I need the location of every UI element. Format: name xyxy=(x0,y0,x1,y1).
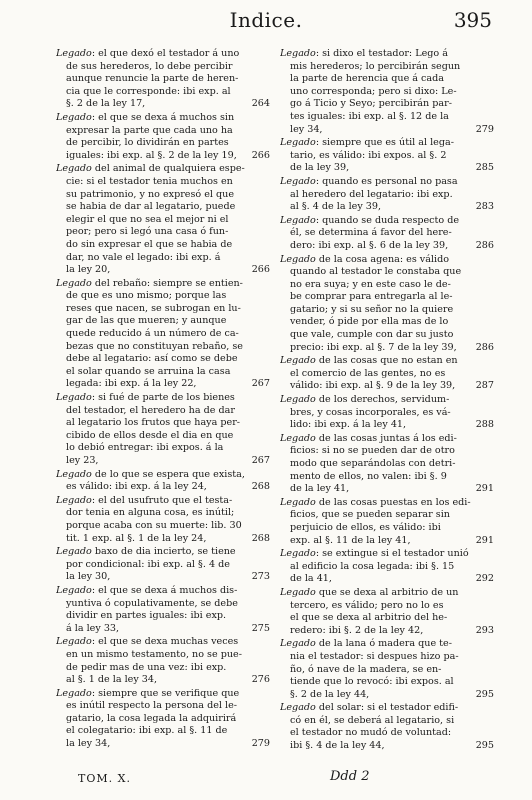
index-entry-line: de sus herederos, lo debe percibir xyxy=(66,60,233,72)
index-entry-headword: Legado xyxy=(56,687,92,699)
index-entry-line: al edificio la cosa legada: ibi §. 15 xyxy=(290,560,455,572)
index-entry-headword: Legado xyxy=(56,163,92,175)
index-entry-line: modo que separándolas con detri- xyxy=(290,458,456,469)
index-entry-line: 273 la ley 30, xyxy=(66,571,270,583)
index-entry-line: Legado del rebaño: siempre se entien- xyxy=(56,277,243,289)
index-entry-page-ref: 275 xyxy=(251,622,270,634)
index-entry-line: Legado: quando es personal no pasa xyxy=(280,175,458,187)
index-entry-line: 292 de la 41, xyxy=(290,573,494,585)
index-entry-line: el que se dexa al arbitrio del he- xyxy=(290,612,448,624)
index-entry-line: reses que nacen, se subrogan en lu- xyxy=(66,302,241,314)
index-entry-page-ref: 276 xyxy=(251,674,270,686)
index-entry-line: yuntiva ó copulativamente, se debe xyxy=(66,597,238,609)
index-entry-line: 286 precio: ibi exp. al §. 7 de la ley 39, xyxy=(290,341,494,353)
index-entry-page-ref: 292 xyxy=(475,573,494,585)
index-entry-page-ref: 268 xyxy=(251,532,270,544)
index-entry-line: 268 tit. 1 exp. al §. 1 de la ley 24, xyxy=(66,532,270,544)
index-entry-page-ref: 291 xyxy=(475,534,494,546)
index-entry-line: tes iguales: ibi exp. al §. 12 de la xyxy=(290,110,449,122)
index-entry-line: es inútil respecto la persona del le- xyxy=(66,700,237,712)
index-entry xyxy=(280,433,494,496)
index-entry-page-ref: 286 xyxy=(475,239,494,251)
index-entry-line: el comercio de las gentes, no es xyxy=(290,367,446,379)
index-entry xyxy=(56,48,270,111)
index-entry-line: Legado: el del usufruto que el testa- xyxy=(56,494,233,506)
index-entry-line: 267 legada: ibi exp. á la ley 22, xyxy=(66,378,270,390)
index-entry xyxy=(56,469,270,494)
index-entry-line: se habia de dar al legatario, puede xyxy=(66,201,236,213)
index-entry xyxy=(280,638,494,701)
index-entry-page-ref: 285 xyxy=(475,162,494,174)
index-entry-headword: Legado xyxy=(280,355,316,367)
index-entry-line: al heredero del legatario: ibi exp. xyxy=(290,188,453,200)
index-entry-line: tercero, es válido; pero no lo es xyxy=(290,599,444,611)
index-entry-line: dor tenia en alguna cosa, es inútil; xyxy=(66,507,235,519)
index-entry xyxy=(280,702,494,752)
index-entry-line: mento de ellos, no valen: ibi §. 9 xyxy=(290,470,447,482)
index-entry-line: Legado: el que se dexa á muchos dis- xyxy=(56,584,238,596)
index-entry-line: Legado del animal de qualquiera espe- xyxy=(56,163,245,175)
index-entry-headword: Legado xyxy=(56,392,92,404)
index-entry-line: de percibir, lo dividirán en partes xyxy=(66,137,229,149)
index-entry-page-ref: 288 xyxy=(475,419,494,431)
index-column-left xyxy=(56,48,270,752)
index-entry xyxy=(280,48,494,136)
index-entry-headword: Legado xyxy=(56,546,92,558)
index-entry xyxy=(56,392,270,468)
index-entry-line: tiende que lo revocó: ibi expos. al xyxy=(290,676,454,688)
index-entry-page-ref: 279 xyxy=(251,738,270,750)
index-entry xyxy=(280,548,494,586)
index-entry-headword: Legado xyxy=(280,702,316,714)
index-entry xyxy=(280,137,494,175)
index-entry xyxy=(56,688,270,751)
index-entry-headword: Legado xyxy=(56,494,92,506)
index-entry-line: del testador, el heredero ha de dar xyxy=(66,404,235,416)
index-entry-line: porque acaba con su muerte: lib. 30 xyxy=(66,519,242,531)
index-entry-line: tario, es válido: ibi expos. al §. 2 xyxy=(290,149,447,161)
index-entry-line: en un mismo testamento, no se pue- xyxy=(66,648,242,660)
index-entry-line: el colegatario: ibi exp. al §. 11 de xyxy=(66,725,228,737)
index-entry-headword: Legado xyxy=(280,137,316,149)
index-entry xyxy=(280,394,494,432)
index-entry-page-ref: 267 xyxy=(251,378,270,390)
index-entry-line: Legado de la cosa agena: es válido xyxy=(280,253,449,265)
footer-signature: Ddd 2 xyxy=(330,769,370,784)
index-entry xyxy=(280,176,494,214)
index-entry-line: ficios: si no se pueden dar de otro xyxy=(290,445,455,457)
index-entry-line: Legado: siempre que se verifique que xyxy=(56,687,240,699)
index-entry-page-ref: 287 xyxy=(475,380,494,392)
index-entry-headword: Legado xyxy=(56,111,92,123)
index-entry-line: nia el testador: si despues hizo pa- xyxy=(290,650,459,662)
index-entry-line: go á Ticio y Seyo; percibirán par- xyxy=(290,98,452,110)
index-entry-line: 268 es válido: ibi exp. á la ley 24, xyxy=(66,481,270,493)
index-entry-line: lo debió entregar: ibi expos. á la xyxy=(66,442,224,454)
index-entry xyxy=(280,355,494,393)
index-entry-line: dividir en partes iguales: ibi exp. xyxy=(66,610,227,622)
index-entry-line: ficios, que se pueden separar sin xyxy=(290,509,450,521)
index-entry-line: Legado: si fué de parte de los bienes xyxy=(56,392,235,404)
index-entry-line: Legado: se extingue si el testador unió xyxy=(280,548,469,560)
index-entry-line: peor; pero si legó una casa ó fun- xyxy=(66,226,229,238)
index-entry xyxy=(56,163,270,276)
index-entry-page-ref: 266 xyxy=(251,149,270,161)
index-entry-line: 285 de la ley 39, xyxy=(290,162,494,174)
index-entry-line: cie: si el testador tenia muchos en xyxy=(66,175,233,187)
index-entry-line: por condicional: ibi exp. al §. 4 de xyxy=(66,558,230,570)
index-entry-line: 295 ibi §. 4 de la ley 44, xyxy=(290,740,494,752)
index-entry-line: el testador no mudó de voluntad: xyxy=(290,727,452,739)
index-entry-line: la parte de herencia que á cada xyxy=(290,73,445,85)
footer-volume: TOM. X. xyxy=(78,772,131,785)
index-entry-line: 287 válido: ibi exp. al §. 9 de la ley 39, xyxy=(290,380,494,392)
index-entry-line: Legado de la lana ó madera que te- xyxy=(280,638,452,650)
index-entry-line: Legado: el que dexó el testador á uno xyxy=(56,48,240,59)
index-entry-line: 279 la ley 34, xyxy=(66,738,270,750)
index-entry-page-ref: 273 xyxy=(251,571,270,583)
index-entry-line: Legado de las cosas que no estan en xyxy=(280,355,458,367)
index-entry-line: 275 á la ley 33, xyxy=(66,622,270,634)
index-entry-line: 266 iguales: ibi exp. al §. 2 de la ley 19, xyxy=(66,149,270,161)
index-entry-page-ref: 267 xyxy=(251,455,270,466)
index-entry xyxy=(56,636,270,686)
index-entry-page-ref: 264 xyxy=(251,98,270,110)
index-entry-headword: Legado xyxy=(280,214,316,226)
index-entry-line: 288 lido: ibi exp. á la ley 41, xyxy=(290,419,494,431)
index-entry-headword: Legado xyxy=(280,548,316,560)
index-entry-line: expresar la parte que cada uno ha xyxy=(66,124,233,136)
index-entry-line: bezas que no constituyan rebaño, se xyxy=(66,340,243,352)
index-entry-line: Legado de las cosas puestas en los edi- xyxy=(280,496,471,508)
index-entry-line: cia que le corresponde: ibi exp. al xyxy=(66,85,231,97)
index-entry-line: aunque renuncie la parte de heren- xyxy=(66,73,239,85)
index-entry-line: que vale, cumple con dar su justo xyxy=(290,329,454,341)
index-entry-line: quando al testador le constaba que xyxy=(290,266,462,278)
index-entry-line: Legado que se dexa al arbitrio de un xyxy=(280,586,459,598)
index-entry-line: cibido de ellos desde el dia en que xyxy=(66,429,234,441)
index-entry-headword: Legado xyxy=(280,394,316,406)
index-entry-page-ref: 268 xyxy=(251,481,270,493)
index-entry-headword: Legado xyxy=(56,277,92,289)
index-entry-line: 266 la ley 20, xyxy=(66,264,270,276)
index-entry-line: gatario; y si su señor no la quiere xyxy=(290,303,454,315)
index-entry xyxy=(280,497,494,547)
index-entry-headword: Legado xyxy=(56,636,92,648)
index-entry-page-ref: 295 xyxy=(475,688,494,700)
index-entry-page-ref: 266 xyxy=(251,264,270,276)
index-entry xyxy=(56,112,270,162)
index-entry-headword: Legado xyxy=(280,638,316,650)
index-entry-line: Legado: siempre que es útil al lega- xyxy=(280,137,454,149)
index-entry-page-ref: 293 xyxy=(475,624,494,636)
index-entry-line: vender, ó pide por ella mas de lo xyxy=(290,316,449,328)
index-entry-headword: Legado xyxy=(280,175,316,187)
index-entry-line: Legado de lo que se espera que exista, xyxy=(56,468,245,480)
index-entry-line: Legado: si dixo el testador: Lego á xyxy=(280,48,448,59)
index-entry-line: 293 redero: ibi §. 2 de la ley 42, xyxy=(290,624,494,636)
index-entry-line: 283 al §. 4 de la ley 39, xyxy=(290,201,494,213)
index-entry-line: Legado de las cosas juntas á los edi- xyxy=(280,432,457,444)
index-entry xyxy=(56,585,270,635)
index-entry-line: quede reducido á un número de ca- xyxy=(66,328,239,340)
index-entry-page-ref: 295 xyxy=(475,740,494,752)
index-entry-line: Legado del solar: si el testador edifi- xyxy=(280,702,459,714)
index-entry-line: de que es uno mismo; porque las xyxy=(66,290,227,302)
index-entry-line: bres, y cosas incorporales, es vá- xyxy=(290,406,451,418)
index-entry-line: 295 §. 2 de la ley 44, xyxy=(290,688,494,700)
index-entry xyxy=(280,254,494,355)
index-entry-line: al legatario los frutos que haya per- xyxy=(66,417,241,429)
index-entry-line: Legado: el que se dexa á muchos sin xyxy=(56,111,235,123)
index-entry-line: no era suya; y en este caso le de- xyxy=(290,278,451,290)
index-entry-line: 267 ley 23, xyxy=(66,455,270,466)
index-entry-headword: Legado xyxy=(280,496,316,508)
index-entry-page-ref: 279 xyxy=(475,123,494,135)
index-entry-line: Legado: quando se duda respecto de xyxy=(280,214,460,226)
index-entry-line: 276 al §. 1 de la ley 34, xyxy=(66,674,270,686)
index-entry-line: de pedir mas de una vez: ibi exp. xyxy=(66,661,227,673)
index-entry xyxy=(280,587,494,637)
index-entry-line: su patrimonio, y no expresó el que xyxy=(66,188,235,200)
index-entry-headword: Legado xyxy=(280,586,316,598)
index-entry-line: perjuicio de ellos, es válido: ibi xyxy=(290,521,441,533)
index-entry-line: be comprar para entregarla al le- xyxy=(290,291,453,303)
page-header-title: Indice. xyxy=(229,8,303,32)
index-entry-line: Legado baxo de dia incierto, se tiene xyxy=(56,546,236,558)
page-number: 395 xyxy=(453,8,492,32)
index-entry-headword: Legado xyxy=(56,48,92,59)
index-entry-line: dar, no vale el legado: ibi exp. á xyxy=(66,251,221,263)
index-entry-line: uno corresponda; pero si dixo: Le- xyxy=(290,85,457,97)
index-entry-line: 264 §. 2 de la ley 17, xyxy=(66,98,270,110)
index-entry-line: Legado de los derechos, servidum- xyxy=(280,394,450,406)
index-entry-page-ref: 286 xyxy=(475,341,494,353)
index-entry-line: mis herederos; lo percibirán segun xyxy=(290,60,461,72)
index-column-right xyxy=(280,48,494,754)
index-entry-line: gatario, la cosa legada la adquirirá xyxy=(66,712,237,724)
index-entry-line: 291 de la ley 41, xyxy=(290,483,494,495)
index-entry-page-ref: 283 xyxy=(475,201,494,213)
index-entry-line: él, se determina á favor del here- xyxy=(290,227,452,239)
index-entry-headword: Legado xyxy=(280,48,316,59)
index-entry-line: el solar quando se arruina la casa xyxy=(66,365,231,377)
index-entry xyxy=(280,215,494,253)
index-entry-line: 291 exp. al §. 11 de la ley 41, xyxy=(290,534,494,546)
index-entry-line: do sin expresar el que se habia de xyxy=(66,238,233,250)
index-entry-line: debe al legatario: así como se debe xyxy=(66,353,238,365)
index-entry-headword: Legado xyxy=(56,584,92,596)
index-entry-line: 286 dero: ibi exp. al §. 6 de la ley 39, xyxy=(290,239,494,251)
index-entry-line: ño, ó nave de la madera, se en- xyxy=(290,663,442,675)
index-entry xyxy=(56,546,270,584)
index-entry-headword: Legado xyxy=(280,432,316,444)
index-entry-line: Legado: el que se dexa muchas veces xyxy=(56,636,239,648)
index-entry xyxy=(56,495,270,545)
index-entry-line: gar de las que mueren; y aunque xyxy=(66,315,227,327)
index-entry-headword: Legado xyxy=(56,468,92,480)
index-entry xyxy=(56,278,270,391)
index-entry-line: elegir el que no sea el mejor ni el xyxy=(66,213,229,225)
index-entry-page-ref: 291 xyxy=(475,483,494,495)
index-entry-line: có en él, se deberá al legatario, si xyxy=(290,714,455,726)
index-entry-headword: Legado xyxy=(280,253,316,265)
index-entry-line: 279 ley 34, xyxy=(290,123,494,135)
